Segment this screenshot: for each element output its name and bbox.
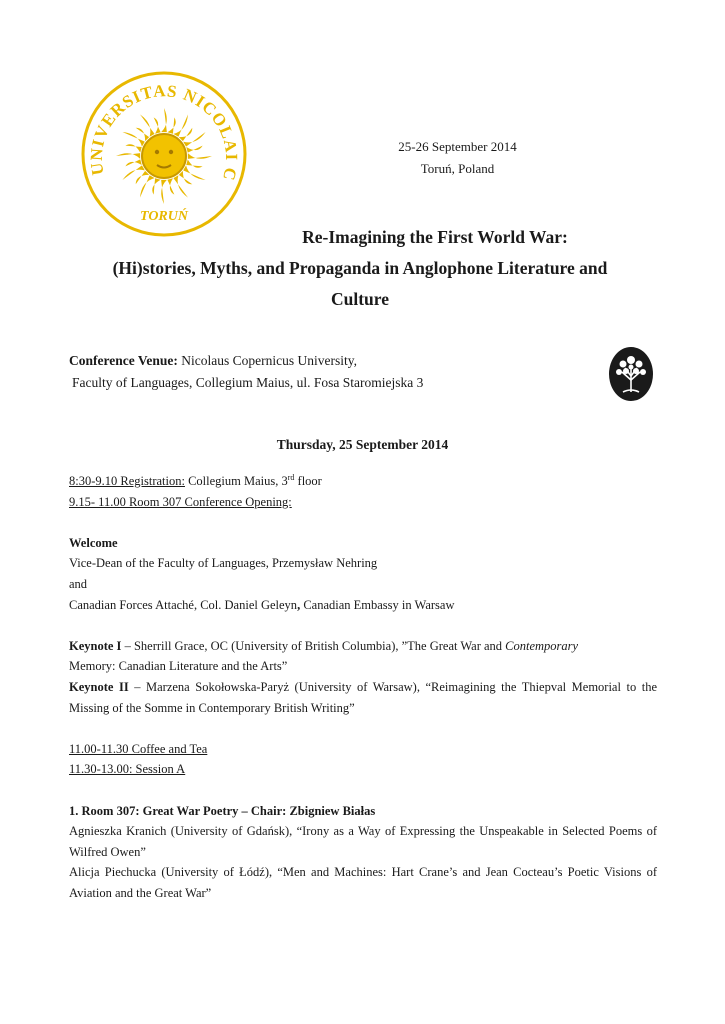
keynote-2: [69, 677, 657, 718]
programme-content: [69, 471, 657, 903]
sun-ray: [186, 159, 202, 167]
venue-line-2: Faculty of Languages, Collegium Maius, ul. Fosa Staromiejska 3: [72, 375, 424, 390]
title-line-1: Re-Imagining the First World War:: [302, 227, 568, 247]
event-location: Toruń, Poland: [420, 161, 495, 176]
conference-venue: [69, 350, 423, 394]
sun-ray: [136, 171, 149, 184]
seal-bottom-text: TORUŃ: [140, 209, 188, 224]
sun-ray: [161, 180, 167, 204]
sun-ray: [161, 108, 167, 132]
conference-title: [40, 222, 680, 315]
welcome-heading: Welcome: [69, 535, 118, 550]
registration-sup: rd: [287, 472, 295, 482]
welcome-and: and: [69, 576, 88, 591]
sun-ray: [125, 159, 141, 166]
session-a: 11.30-13.00: Session A: [69, 762, 186, 777]
registration-time: 8:30-9.10 Registration:: [69, 474, 185, 488]
event-dates: 25-26 September 2014: [398, 139, 517, 154]
welcome-line-1: Vice-Dean of the Faculty of Languages, Przemysław Nehring: [69, 556, 378, 571]
keynote-1: [69, 636, 657, 677]
sun-ray: [183, 165, 205, 180]
welcome-line-2: [69, 595, 657, 616]
sun-ray: [140, 114, 155, 136]
university-seal-logo: [80, 70, 248, 238]
sun-ray: [179, 171, 192, 184]
event-info: [360, 136, 555, 180]
sun-ray: [173, 175, 188, 197]
sun-ray: [122, 165, 144, 180]
sun-ray: [125, 144, 141, 152]
registration-line: [69, 471, 657, 492]
welcome-comma: ,: [297, 597, 301, 612]
title-line-2: (Hi)stories, Myths, and Propaganda in Anglophone Literature and: [112, 258, 608, 278]
welcome-attache: Canadian Forces Attaché, Col. Daniel Geleyn: [69, 597, 298, 612]
keynote-1-label: Keynote I: [69, 638, 122, 653]
day-heading: Thursday, 25 September 2014: [276, 437, 449, 452]
venue-label: Conference Venue:: [69, 353, 178, 368]
keynote-2-text: – Marzena Sokołowska-Paryż (University of Warsaw), “Reimagining the Thiepval Memorial to the Missing of the Somme in Contemporary British Writing”: [69, 679, 657, 715]
sun-ray: [136, 128, 149, 141]
sun-ray: [167, 178, 174, 194]
keynote-1-text: – Sherrill Grace, OC (University of British Columbia), ”The Great War and: [124, 638, 506, 653]
keynote-2-label: Keynote II: [69, 679, 129, 694]
sun-ray: [183, 132, 205, 147]
sun-ray: [116, 153, 140, 159]
title-line-3: Culture: [330, 289, 389, 309]
seal-ring-text: UNIVERSITAS NICOLAI C: [86, 81, 242, 184]
sun-ray: [179, 128, 192, 141]
tree-emblem-icon: [608, 346, 654, 402]
sun-ray: [167, 117, 175, 133]
sun-ray: [188, 153, 212, 159]
keynote-1-text-b: Memory: Canadian Literature and the Arts”: [69, 659, 288, 674]
session-1-heading: 1. Room 307: Great War Poetry – Chair: Zbigniew Białas: [69, 803, 376, 818]
welcome-embassy: Canadian Embassy in Warsaw: [303, 597, 455, 612]
sun-ray: [173, 114, 188, 136]
venue-line-1: Nicolaus Copernicus University,: [181, 353, 357, 368]
session-1-paper-2: Alicja Piechucka (University of Łódź), “Men and Machines: Hart Crane’s and Jean Cocteau’s Poetic Visions of Aviation and the Great War”: [69, 865, 657, 900]
sun-ray: [140, 175, 155, 197]
registration-place: Collegium Maius, 3: [188, 474, 288, 488]
sun-ray: [152, 178, 160, 194]
sun-ray: [122, 132, 144, 147]
sun-ray: [186, 146, 202, 153]
session-1-paper-1: Agnieszka Kranich (University of Gdańsk), “Irony as a Way of Expressing the Unspeakable in Selected Poems of Wilfred Owen”: [69, 824, 657, 859]
opening-line: 9.15- 11.00 Room 307 Conference Opening:: [69, 494, 292, 509]
coffee-break: 11.00-11.30 Coffee and Tea: [69, 741, 208, 756]
registration-floor: floor: [297, 474, 322, 488]
sun-ray: [154, 117, 161, 133]
keynote-1-italic: Contemporary: [505, 638, 579, 653]
